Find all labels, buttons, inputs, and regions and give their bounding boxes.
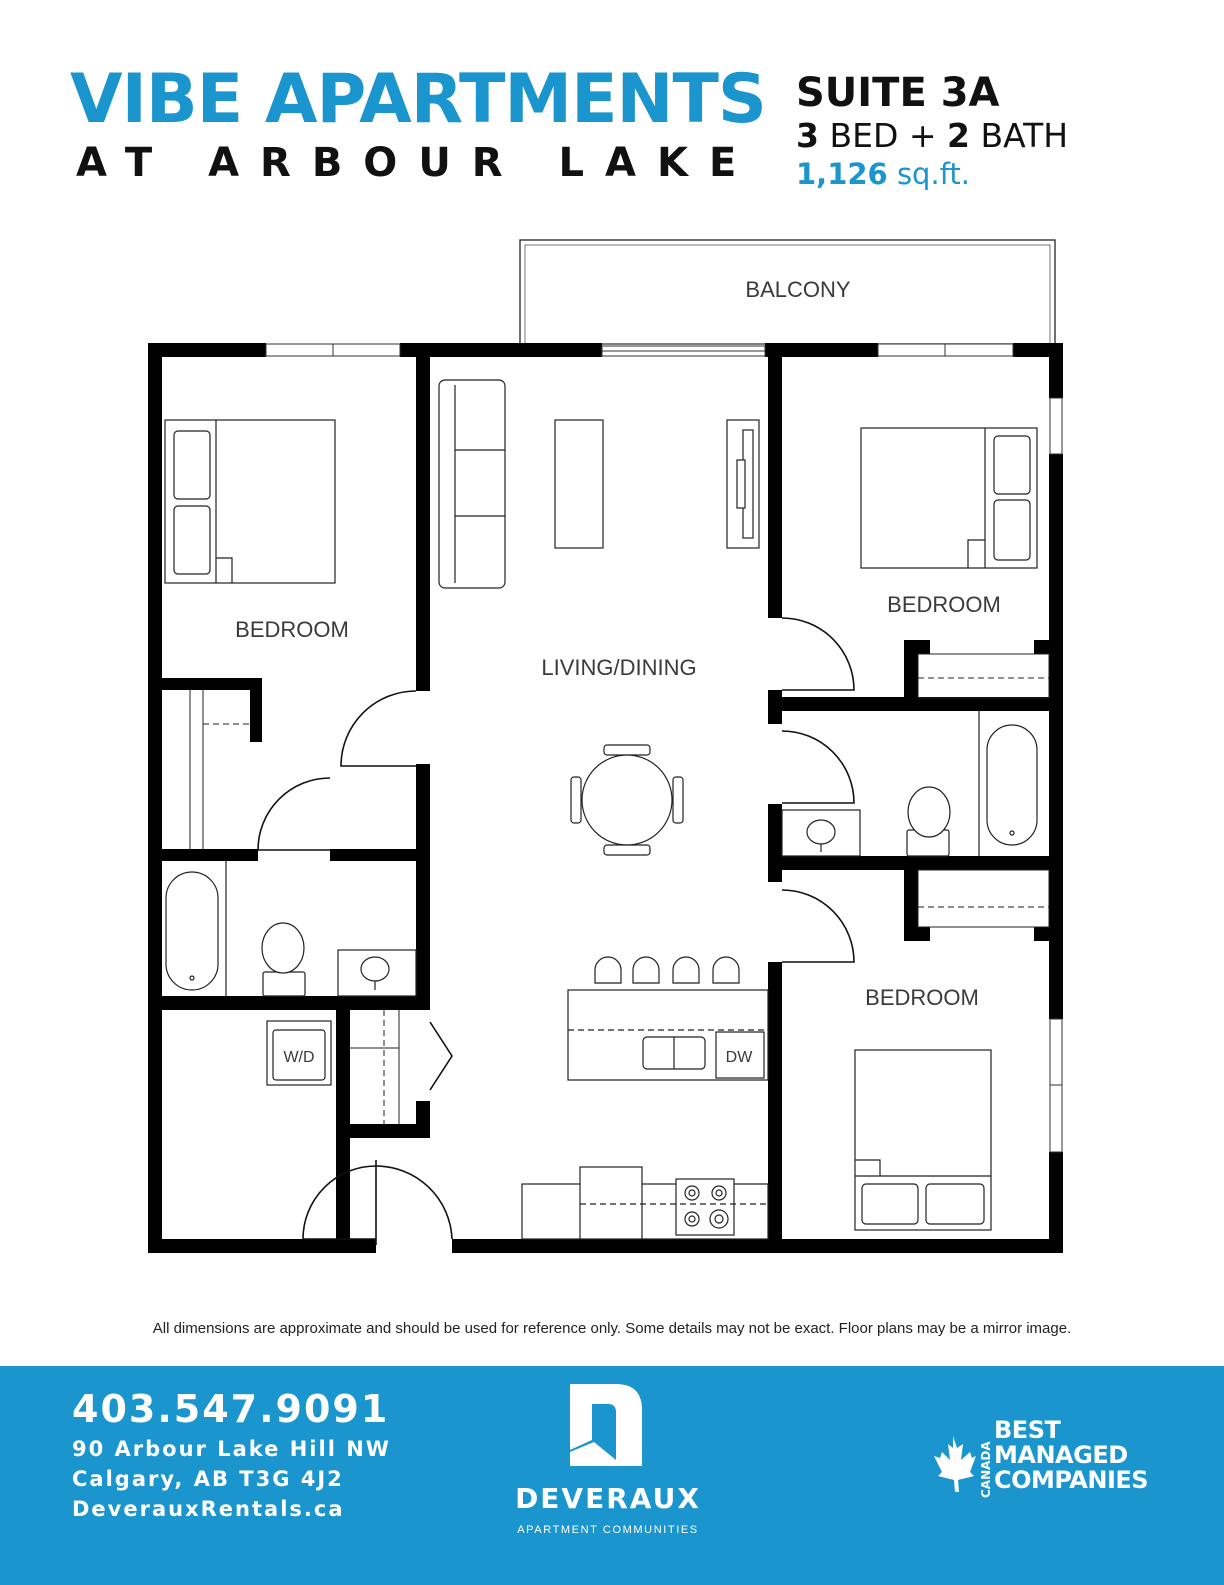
bathroom-right xyxy=(782,711,1037,856)
logo-name: DEVERAUX xyxy=(515,1482,701,1515)
website-link[interactable]: DeverauxRentals.ca xyxy=(72,1497,345,1521)
area-unit: sq.ft. xyxy=(887,157,970,191)
bathroom-left xyxy=(166,861,416,996)
area-number: 1,126 xyxy=(796,157,888,191)
deveraux-logo-icon xyxy=(508,1382,708,1472)
building-title: VIBE APARTMENTS xyxy=(70,60,766,139)
logo-tagline: APARTMENT COMMUNITIES xyxy=(517,1524,699,1536)
award-country-label xyxy=(976,1428,994,1498)
bed-count: 3 xyxy=(796,116,819,155)
bath-label: BATH xyxy=(969,116,1069,155)
bed-right-bottom xyxy=(855,1050,991,1230)
dining-table xyxy=(571,745,683,855)
bedroom-left-label: BEDROOM xyxy=(235,617,349,642)
kitchen xyxy=(522,957,768,1239)
washer-dryer-label: W/D xyxy=(283,1049,315,1066)
bed-left xyxy=(165,420,335,583)
disclaimer: All dimensions are approximate and should be used for reference only. Some details may not be exact. Floor plans may be a mirror image. xyxy=(152,1320,1072,1337)
maple-leaf-icon xyxy=(930,1430,976,1504)
award-line-2: MANAGED xyxy=(994,1441,1128,1469)
building-subtitle: AT ARBOUR LAKE xyxy=(76,140,758,186)
bath-count: 2 xyxy=(947,116,970,155)
award-line-3: COMPANIES xyxy=(994,1466,1149,1494)
deveraux-logo xyxy=(508,1382,708,1572)
footer xyxy=(0,1366,1224,1585)
bed-label: BED + xyxy=(818,116,947,155)
living-furniture xyxy=(439,380,759,588)
address-line-1: 90 Arbour Lake Hill NW xyxy=(72,1437,391,1461)
bed-right-top xyxy=(861,428,1037,568)
bedroom-right-bottom-label: BEDROOM xyxy=(865,985,979,1010)
dishwasher-label: DW xyxy=(725,1049,753,1066)
address-line-2: Calgary, AB T3G 4J2 xyxy=(72,1467,344,1491)
bedroom-right-top-label: BEDROOM xyxy=(887,592,1001,617)
balcony-label: BALCONY xyxy=(745,277,851,302)
living-dining-label: LIVING/DINING xyxy=(541,655,697,680)
award-line-1: BEST xyxy=(994,1416,1061,1444)
room-labels xyxy=(235,277,1001,1066)
phone-number[interactable]: 403.547.9091 xyxy=(72,1387,390,1431)
award-text xyxy=(994,1418,1148,1493)
award-country: CANADA xyxy=(979,1441,993,1498)
contact-block xyxy=(72,1384,391,1524)
best-managed-award xyxy=(930,1418,1170,1508)
suite-name: SUITE 3A xyxy=(796,70,1000,116)
